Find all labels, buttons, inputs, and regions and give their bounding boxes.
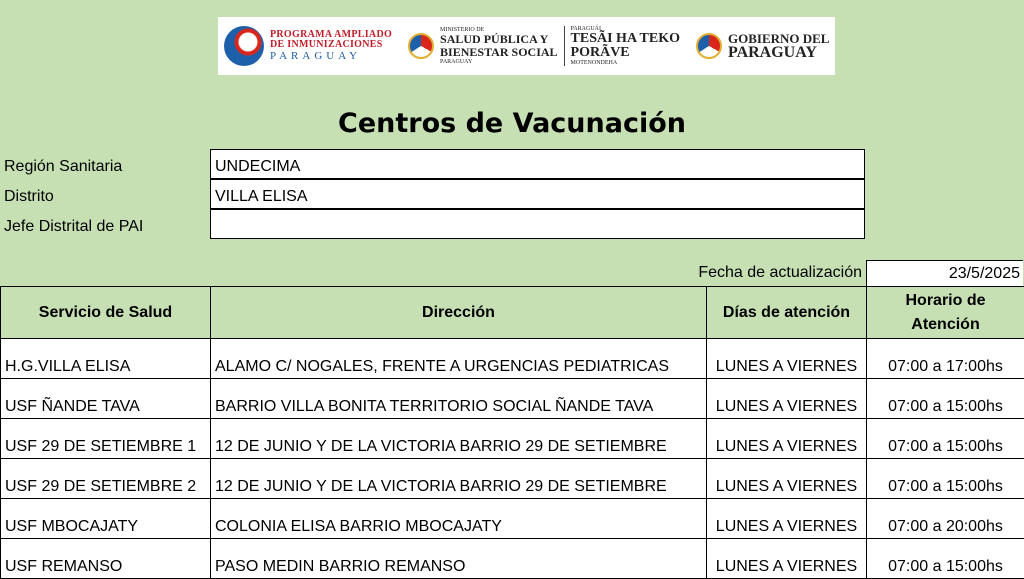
tesai-logo-line4: MOTENONDEHA [571, 60, 680, 66]
header-horario-line2: Atención [871, 313, 1020, 337]
table-row [1, 419, 1024, 459]
jefe-field[interactable] [210, 209, 865, 239]
logo-divider [564, 26, 565, 66]
table-row [1, 459, 1024, 499]
gobierno-logo-line2: PARAGUAY [728, 45, 830, 61]
pai-logo [218, 17, 392, 75]
cell-horario[interactable]: 07:00 a 17:00hs [867, 339, 1024, 379]
table-row [1, 379, 1024, 419]
cell-horario[interactable]: 07:00 a 20:00hs [867, 499, 1024, 539]
cell-direccion[interactable]: ALAMO C/ NOGALES, FRENTE A URGENCIAS PEDIATRICAS [211, 339, 707, 379]
cell-dias[interactable]: LUNES A VIERNES [707, 459, 867, 499]
msp-logo [392, 17, 557, 75]
cell-horario[interactable]: 07:00 a 15:00hs [867, 539, 1024, 579]
page-title: Centros de Vacunación [0, 108, 1024, 139]
pai-logo-line3: PARAGUAY [270, 51, 392, 63]
fecha-label: Fecha de actualización [698, 264, 862, 282]
cell-servicio[interactable]: USF 29 DE SETIEMBRE 2 [1, 459, 211, 499]
cell-dias[interactable]: LUNES A VIERNES [707, 419, 867, 459]
cell-horario[interactable]: 07:00 a 15:00hs [867, 459, 1024, 499]
header-dias: Días de atención [707, 287, 867, 339]
centers-table [0, 286, 1024, 579]
pai-emblem-icon [224, 26, 264, 66]
header-horario-line1: Horario de [871, 289, 1020, 313]
cell-direccion[interactable]: COLONIA ELISA BARRIO MBOCAJATY [211, 499, 707, 539]
msp-logo-line1: MINISTERIO DE [440, 27, 557, 33]
region-label: Región Sanitaria [4, 158, 122, 176]
cell-servicio[interactable]: USF REMANSO [1, 539, 211, 579]
tesai-logo-line1: PARAGUÁI [571, 26, 680, 32]
fecha-field[interactable]: 23/5/2025 [866, 260, 1023, 286]
table-row [1, 539, 1024, 579]
cell-servicio[interactable]: USF 29 DE SETIEMBRE 1 [1, 419, 211, 459]
pai-logo-line1: PROGRAMA AMPLIADO [270, 30, 392, 41]
tesai-logo-line2: TESÃI HA TEKO [571, 32, 680, 46]
cell-direccion[interactable]: PASO MEDIN BARRIO REMANSO [211, 539, 707, 579]
cell-servicio[interactable]: USF MBOCAJATY [1, 499, 211, 539]
msp-logo-line4: PARAGUAY [440, 59, 557, 65]
cell-horario[interactable]: 07:00 a 15:00hs [867, 419, 1024, 459]
header-servicio: Servicio de Salud [1, 287, 211, 339]
jefe-label: Jefe Distrital de PAI [4, 218, 143, 236]
header-horario [867, 287, 1024, 339]
msp-logo-line3: BIENESTAR SOCIAL [440, 46, 557, 59]
cell-dias[interactable]: LUNES A VIERNES [707, 379, 867, 419]
cell-servicio[interactable]: USF ÑANDE TAVA [1, 379, 211, 419]
gobierno-logo-line1: GOBIERNO DEL [728, 32, 830, 45]
cell-dias[interactable]: LUNES A VIERNES [707, 499, 867, 539]
header-direccion: Dirección [211, 287, 707, 339]
msp-logo-line2: SALUD PÚBLICA Y [440, 33, 557, 46]
cell-dias[interactable]: LUNES A VIERNES [707, 539, 867, 579]
logo-banner [218, 17, 835, 75]
table-header-row [1, 287, 1024, 339]
cell-servicio[interactable]: H.G.VILLA ELISA [1, 339, 211, 379]
tesai-logo [571, 17, 680, 75]
distrito-field[interactable]: VILLA ELISA [210, 179, 865, 209]
cell-direccion[interactable]: 12 DE JUNIO Y DE LA VICTORIA BARRIO 29 DE SETIEMBRE [211, 419, 707, 459]
gobierno-logo [680, 17, 830, 75]
cell-dias[interactable]: LUNES A VIERNES [707, 339, 867, 379]
cell-direccion[interactable]: 12 DE JUNIO Y DE LA VICTORIA BARRIO 29 DE SETIEMBRE [211, 459, 707, 499]
cell-direccion[interactable]: BARRIO VILLA BONITA TERRITORIO SOCIAL ÑANDE TAVA [211, 379, 707, 419]
table-row [1, 339, 1024, 379]
table-row [1, 499, 1024, 539]
distrito-label: Distrito [4, 188, 54, 206]
msp-seal-icon [408, 33, 434, 59]
region-field[interactable]: UNDECIMA [210, 149, 865, 179]
gobierno-seal-icon [696, 33, 722, 59]
tesai-logo-line3: PORÃVE [571, 46, 680, 60]
cell-horario[interactable]: 07:00 a 15:00hs [867, 379, 1024, 419]
pai-logo-line2: DE INMUNIZACIONES [270, 40, 392, 51]
